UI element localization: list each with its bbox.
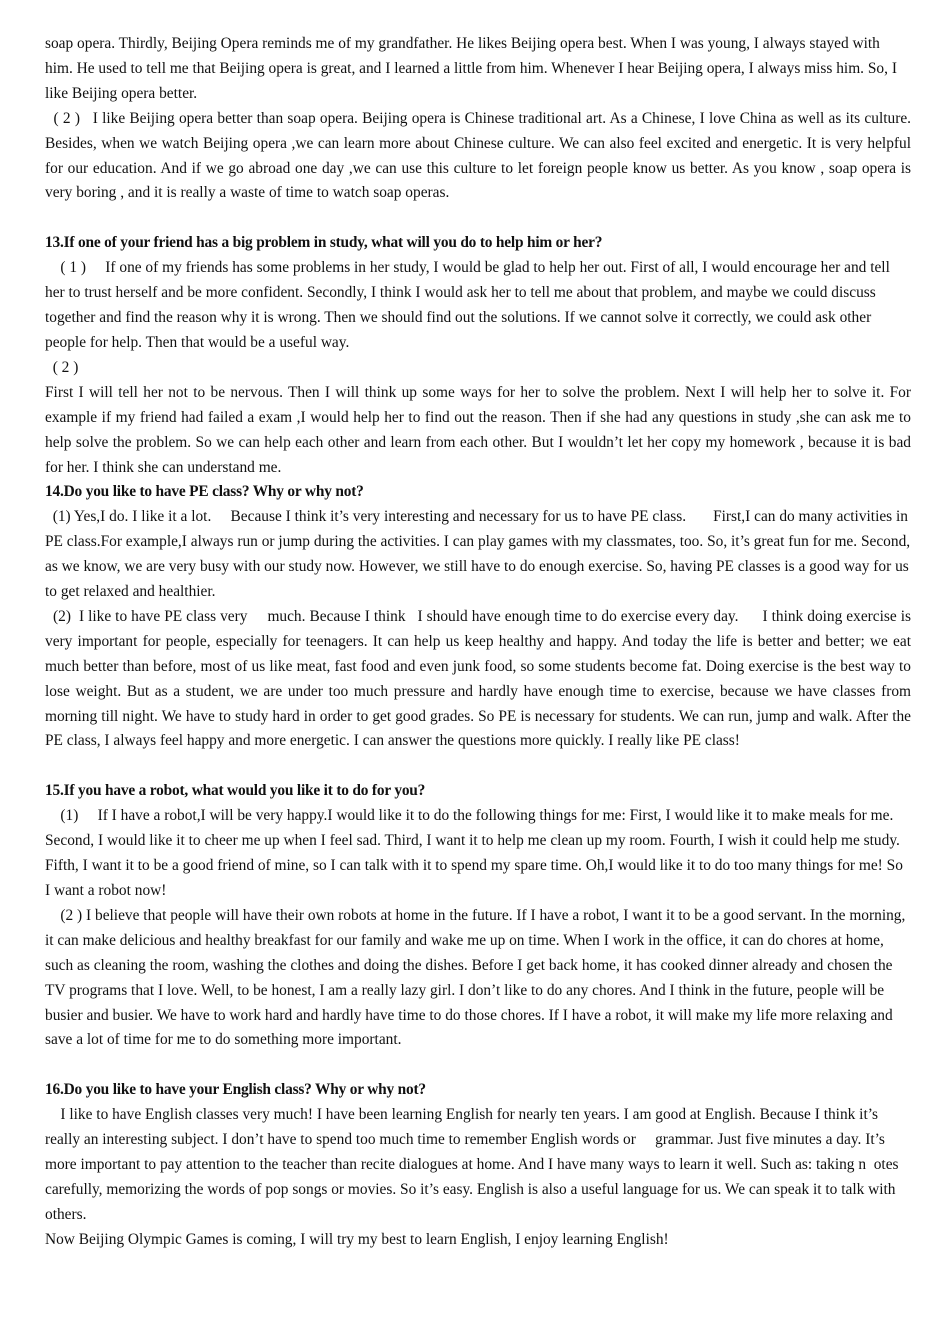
question-14-heading: 14.Do you like to have PE class? Why or why not?	[45, 483, 364, 501]
spacer	[45, 1053, 911, 1078]
paragraph-q16-closing: Now Beijing Olympic Games is coming, I will try my best to learn English, I enjoy learning English!	[45, 1230, 669, 1248]
spacer	[45, 754, 911, 779]
spacer	[45, 206, 911, 231]
question-16-heading: 16.Do you like to have your English class? Why or why not?	[45, 1081, 426, 1099]
paragraph-opera-2: ( 2 ) I like Beijing opera better than soap opera. Beijing opera is Chinese traditional art. As a Chinese, I love China as well as its culture. Besides, when we watch Beijing opera ,we can learn more about Chinese culture. We can also feel excited and energetic. It is very helpful for our education. And if we go abroad one day ,we can use this culture to let foreign people know us better. As you know , soap opera is very boring , and it is really a waste of time to watch soap operas.	[45, 109, 911, 202]
document-body	[45, 32, 911, 1253]
paragraph-q13-answer-2: First I will tell her not to be nervous. Then I will think up some ways for her to solve the problem. Next I will help her to solve it. For example if my friend had failed a exam ,I would help her to find out the reason. Then if she had any questions in study ,she can ask me to help solve the problem. So we can help each other and learn from each other. But I wouldn’t let her copy my homework , because it is bad for her. I think she can understand me.	[45, 383, 911, 476]
question-13-heading: 13.If one of your friend has a big problem in study, what will you do to help him or her?	[45, 234, 603, 252]
paragraph-q15-answer-1: (1) If I have a robot,I will be very happy.I would like it to do the following things for me: First, I would like it to make meals for me. Second, I would like it to cheer me up when I feel sad. Third, I want it to help me clean up my room. Fourth, I wish it could help me study. Fifth, I want it to be a good friend of mine, so I can talk with it to spend my spare time. Oh,I would like it to do too many things for me! So I want a robot now!	[45, 807, 903, 899]
question-15-heading: 15.If you have a robot, what would you like it to do for you?	[45, 782, 426, 800]
paragraph-q13-label-2: ( 2 )	[45, 358, 79, 376]
paragraph-q14-answer-1: (1) Yes,I do. I like it a lot. Because I think it’s very interesting and necessary for us to have PE class. First,I can do many activities in PE class.For example,I always run or jump during the activities. I can play games with my classmates, too. So, it’s great fun for me. Second, as we know, we are very busy with our study now. However, we still have to do enough exercise. So, having PE classes is a good way for us to get relaxed and healthier.	[45, 508, 911, 601]
paragraph-q13-answer-1: ( 1 ) If one of my friends has some problems in her study, I would be glad to help her out. First of all, I would encourage her and tell her to trust herself and be more confident. Secondly, I think I would ask her to tell me about that problem, and maybe we could discuss together and find the reason why it is wrong. Then we should find out the solutions. If we cannot solve it correctly, we could ask other people for help. Then that would be a useful way.	[45, 259, 890, 351]
paragraph-opera-1-end: soap opera. Thirdly, Beijing Opera reminds me of my grandfather. He likes Beijing opera best. When I was young, I always stayed with him. He used to tell me that Beijing opera is great, and I learned a little from him. Whenever I hear Beijing opera, I always miss him. So, I like Beijing opera better.	[45, 35, 897, 102]
paragraph-q15-answer-2: (2 ) I believe that people will have their own robots at home in the future. If I have a robot, I want it to be a good servant. In the morning, it can make delicious and healthy breakfast for our family and wake me up on time. When I work in the office, it can do chores at home, such as cleaning the room, washing the clothes and doing the dishes. Before I get back home, it has cooked dinner already and chosen the TV programs that I love. Well, to be honest, I am a really lazy girl. I don’t like to do any chores. And I think in the future, people will be busier and busier. We have to work hard and hardly have time to do those chores. If I have a robot, it will make my life more relaxing and save a lot of time for me to do something more important.	[45, 906, 906, 1049]
paragraph-q16-answer: I like to have English classes very much! I have been learning English for nearly ten years. I am good at English. Because I think it’s really an interesting subject. I don’t have to spend too much time to remember English words or grammar. Just five minutes a day. It’s more important to pay attention to the teacher than recite dialogues at home. And I have many ways to learn it well. Such as: taking n otes carefully, memorizing the words of pop songs or movies. So it’s easy. English is also a useful language for us. We can speak it to talk with others.	[45, 1106, 899, 1223]
paragraph-q14-answer-2: (2) I like to have PE class very much. Because I think I should have enough time to do exercise every day. I think doing exercise is very important for people, especially for teenagers. It can help us keep healthy and happy. And today the life is better and better; we eat much better than before, most of us like meat, fast food and even junk food, so some students become fat. Doing exercise is the best way to lose weight. But as a student, we are under too much pressure and hardly have enough time to exercise, because we have classes from morning till night. We have to study hard in order to get good grades. So PE is necessary for students. We can run, jump and walk. After the PE class, I always feel happy and more energetic. I can answer the questions more quickly. I really like PE class!	[45, 607, 911, 750]
